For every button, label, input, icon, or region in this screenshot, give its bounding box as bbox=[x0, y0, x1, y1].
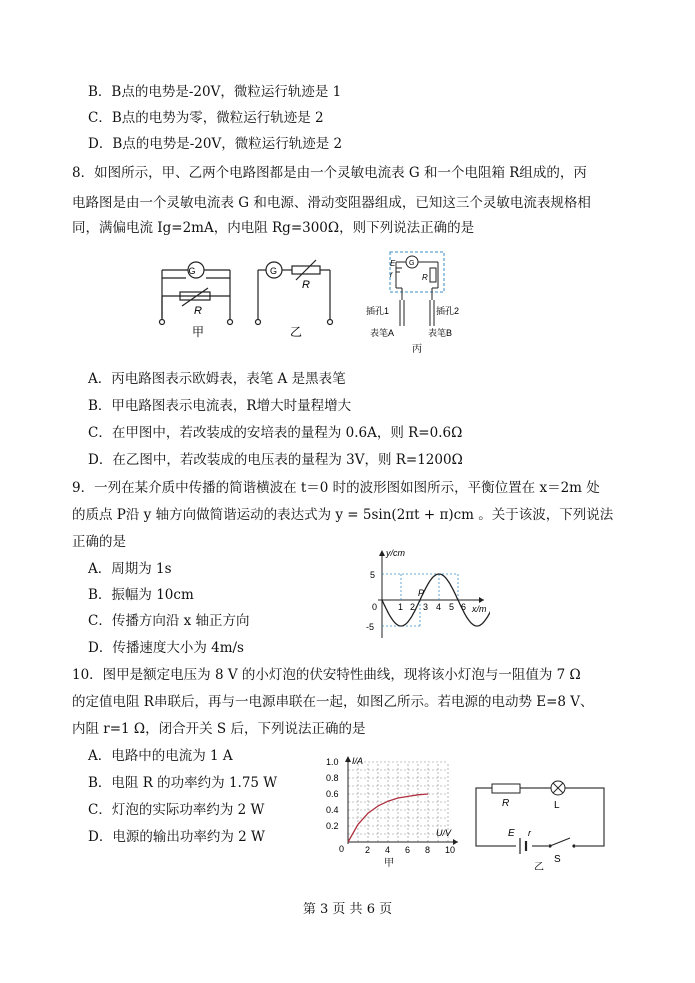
label-pen-a: 表笔A bbox=[370, 328, 395, 338]
caption-jia: 甲 bbox=[192, 325, 205, 339]
chart-xlabel: U/V bbox=[436, 828, 452, 838]
q10-option-c: C．灯泡的实际功率约为 2 W bbox=[88, 802, 265, 818]
label-r-jia: R bbox=[194, 305, 202, 317]
xtick-4: 4 bbox=[436, 602, 442, 612]
xtick-2: 2 bbox=[410, 602, 416, 612]
q8-stem-line1: 8．如图所示，甲、乙两个电路图都是由一个灵敏电流表 G 和一个电阻箱 R组成的，丙 bbox=[72, 165, 587, 181]
point-p-label: P bbox=[418, 588, 425, 598]
label-e: E bbox=[508, 828, 515, 839]
chart-xtick: 8 bbox=[425, 845, 431, 855]
q9-stem-line2: 的质点 P沿 y 轴方向做简谐运动的表达式为 y = 5sin(2πt + π)cm 。关于该波，下列说法 bbox=[72, 507, 614, 523]
q9-wave-graph bbox=[360, 546, 490, 642]
q9-option-d: D．传播速度大小为 4m/s bbox=[88, 640, 244, 656]
q8-circuit-figures bbox=[150, 248, 470, 360]
q9-option-a: A．周期为 1s bbox=[88, 561, 172, 577]
chart-origin: 0 bbox=[339, 844, 345, 854]
ytick-5: 5 bbox=[370, 570, 376, 580]
label-g-yi: G bbox=[270, 266, 278, 276]
chart-ytick: 0.8 bbox=[326, 773, 339, 783]
x-axis-label: x/m bbox=[472, 604, 487, 614]
resistor-icon bbox=[492, 784, 520, 793]
chart-ytick: 0.2 bbox=[326, 821, 339, 831]
y-axis-label: y/cm bbox=[386, 548, 405, 558]
caption-yi: 乙 bbox=[534, 862, 544, 870]
label-g-bing: G bbox=[409, 260, 415, 267]
xtick-1: 1 bbox=[398, 602, 404, 612]
q10-option-a: A．电路中的电流为 1 A bbox=[88, 748, 233, 764]
chart-xtick: 2 bbox=[365, 845, 371, 855]
chart-ylabel: I/A bbox=[352, 756, 364, 766]
label-r-internal: r bbox=[528, 828, 531, 838]
q8-option-d: D．在乙图中，若改装成的电压表的量程为 3V，则 R=1200Ω bbox=[88, 452, 463, 468]
chart-caption-jia: 甲 bbox=[384, 858, 394, 869]
chart-grid bbox=[348, 762, 448, 842]
q9-option-b: B．振幅为 10cm bbox=[88, 587, 194, 603]
label-s: S bbox=[554, 854, 561, 865]
q10-option-b: B．电阻 R 的功率约为 1.75 W bbox=[88, 775, 278, 791]
caption-yi: 乙 bbox=[290, 325, 303, 339]
q10-iv-chart bbox=[318, 752, 464, 870]
chart-ytick: 1.0 bbox=[326, 757, 339, 767]
caption-bing: 丙 bbox=[412, 344, 422, 355]
rheostat-icon bbox=[430, 268, 436, 282]
label-r: R bbox=[502, 798, 510, 809]
label-hole1: 插孔1 bbox=[366, 306, 390, 316]
q9-stem-line1: 9．一列在某介质中传播的简谐横波在 t＝0 时的波形图如图所示，平衡位置在 x＝2m 处 bbox=[72, 480, 600, 496]
circuit-yi bbox=[256, 260, 333, 325]
chart-ytick: 0.6 bbox=[326, 789, 339, 799]
q7-option-c: C．B点的电势为零，微粒运行轨迹是 2 bbox=[88, 110, 324, 126]
chart-xtick: 6 bbox=[405, 845, 411, 855]
label-r-internal: r bbox=[390, 270, 393, 279]
xtick-6: 6 bbox=[461, 602, 467, 612]
label-e: E bbox=[390, 259, 396, 268]
label-g-jia: G bbox=[188, 266, 196, 276]
label-r-yi: R bbox=[302, 279, 310, 291]
label-l: L bbox=[554, 800, 560, 811]
chart-xtick: 4 bbox=[385, 845, 391, 855]
q8-stem-line2: 电路图是由一个灵敏电流表 G 和电源、滑动变阻器组成，已知这三个灵敏电流表规格相 bbox=[72, 195, 591, 211]
q10-stem-line3: 内阻 r=1 Ω，闭合开关 S 后，下列说法正确的是 bbox=[72, 721, 366, 737]
xtick-5: 5 bbox=[449, 602, 455, 612]
q10-option-d: D．电源的输出功率约为 2 W bbox=[88, 829, 265, 845]
q7-option-b: B．B点的电势是-20V，微粒运行轨迹是 1 bbox=[88, 84, 342, 100]
q10-stem-line2: 的定值电阻 R串联后，再与一电源串联在一起，如图乙所示。若电源的电动势 E=8 V、 bbox=[72, 694, 594, 710]
q8-option-c: C．在甲图中，若改装成的安培表的量程为 0.6A，则 R=0.6Ω bbox=[88, 425, 463, 441]
q10-circuit-yi bbox=[470, 774, 610, 870]
ytick-neg5: -5 bbox=[366, 622, 375, 632]
xtick-3: 3 bbox=[423, 602, 429, 612]
q10-stem-line1: 10．图甲是额定电压为 8 V 的小灯泡的伏安特性曲线，现将该小灯泡与一阻值为 7 Ω bbox=[72, 667, 581, 683]
q7-option-d: D．B点的电势是-20V，微粒运行轨迹是 2 bbox=[88, 136, 343, 152]
origin-label: 0 bbox=[372, 602, 378, 612]
label-hole2: 插孔2 bbox=[436, 306, 460, 316]
q8-option-b: B．甲电路图表示电流表，R增大时量程增大 bbox=[88, 398, 352, 414]
label-r-bing: R bbox=[422, 273, 428, 282]
q8-stem-line3: 同，满偏电流 Ig=2mA，内电阻 Rg=300Ω，则下列说法正确的是 bbox=[72, 220, 475, 236]
page-footer: 第 3 页 共 6 页 bbox=[302, 902, 393, 917]
chart-ytick: 0.4 bbox=[326, 805, 339, 815]
q9-option-c: C．传播方向沿 x 轴正方向 bbox=[88, 613, 250, 629]
chart-xtick: 10 bbox=[445, 845, 456, 855]
q8-option-a: A．丙电路图表示欧姆表，表笔 A 是黑表笔 bbox=[88, 371, 346, 387]
q9-stem-line3: 正确的是 bbox=[72, 534, 126, 550]
label-pen-b: 表笔B bbox=[428, 328, 453, 338]
